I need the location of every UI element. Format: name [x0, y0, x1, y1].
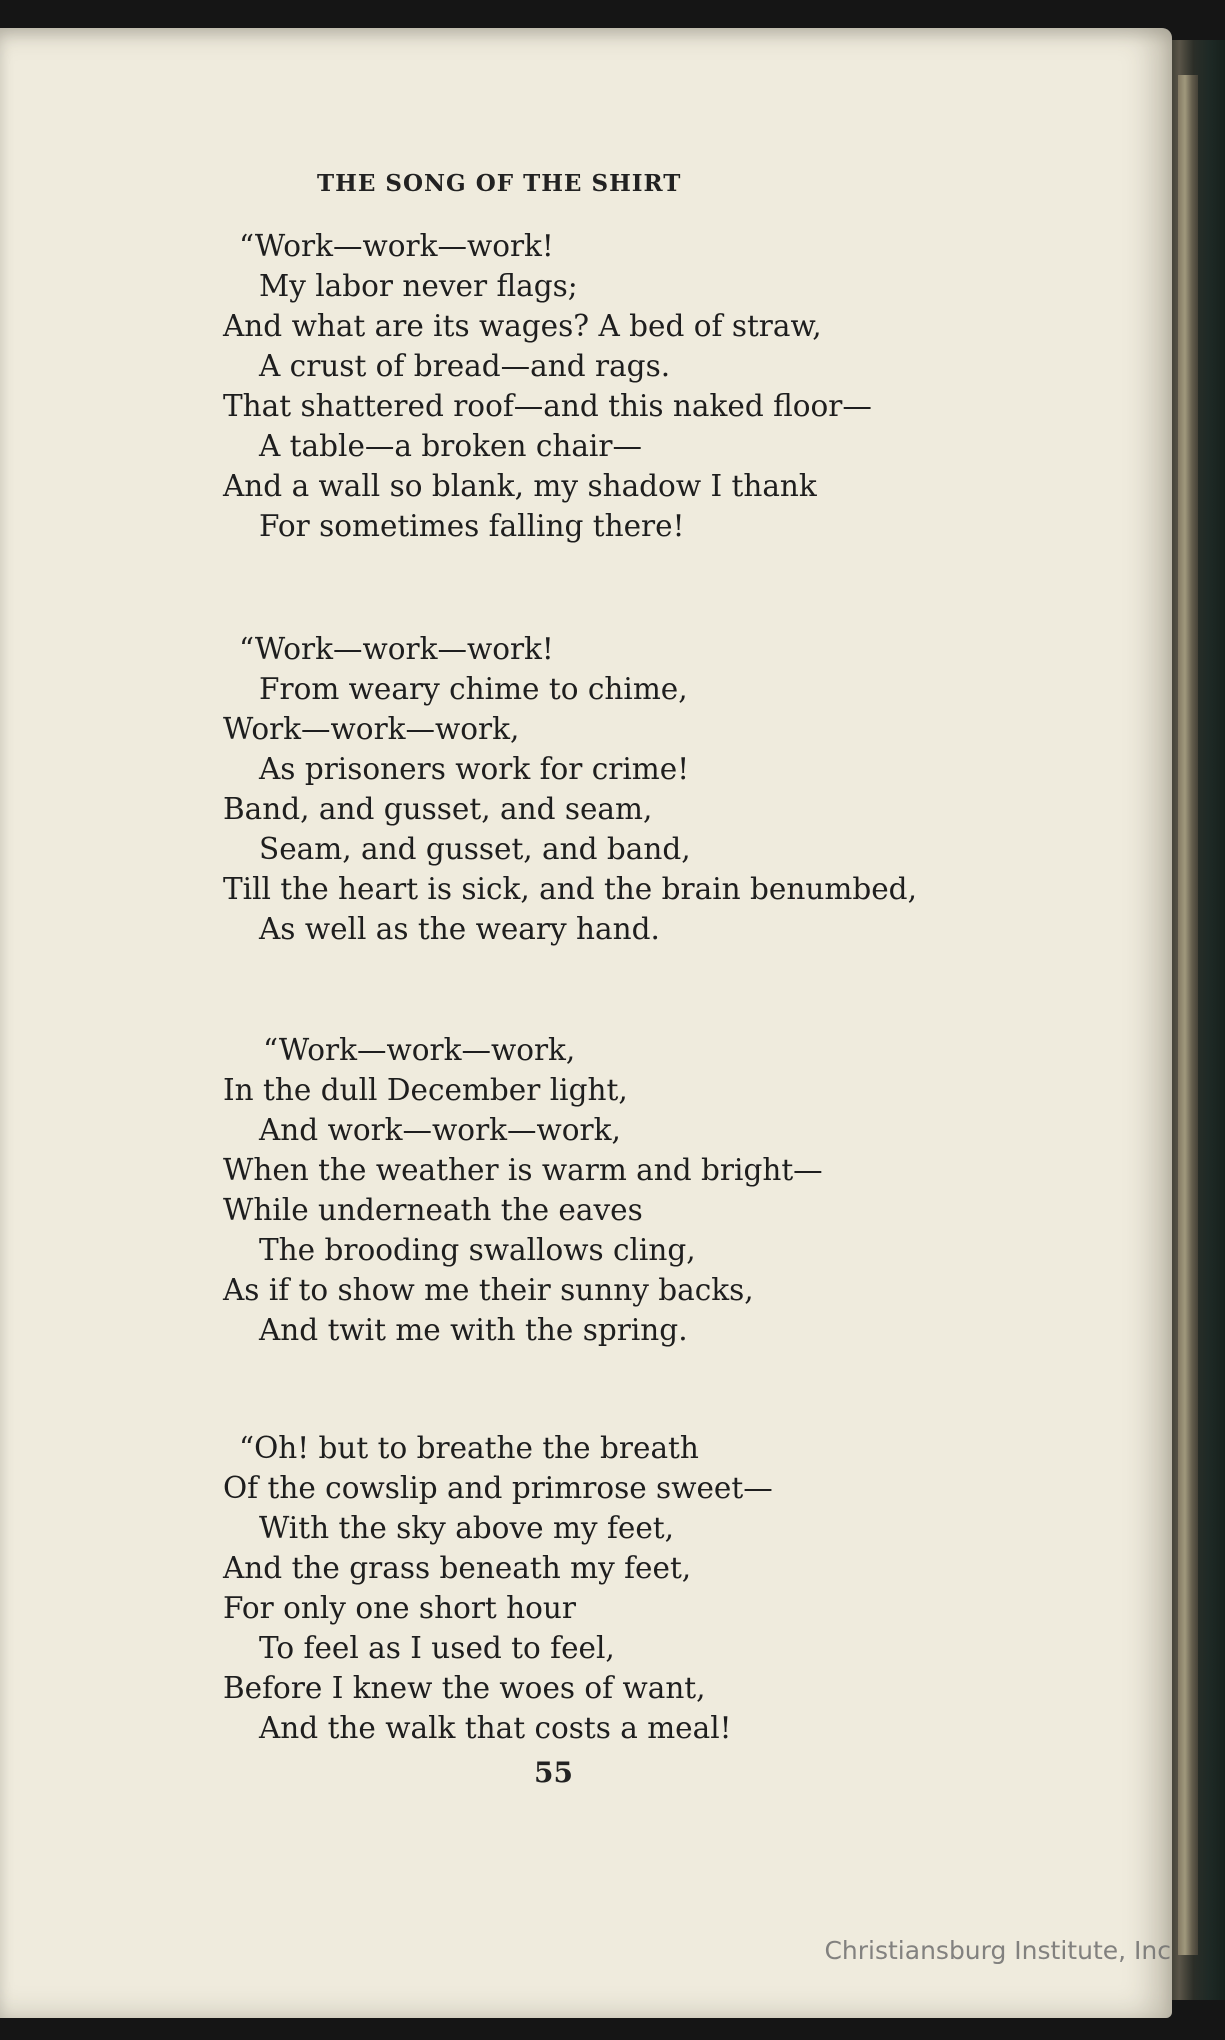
verse-line: Till the heart is sick, and the brain benumbed, [223, 872, 917, 906]
verse-line: Of the cowslip and primrose sweet— [223, 1471, 773, 1505]
verse-line: And twit me with the spring. [259, 1313, 688, 1347]
verse-line: “Work—work—work! [239, 229, 554, 263]
verse-line: My labor never flags; [259, 269, 578, 303]
verse-line: Work—work—work, [223, 712, 520, 746]
verse-line: As if to show me their sunny backs, [223, 1273, 754, 1307]
verse-line: In the dull December light, [223, 1073, 628, 1107]
verse-line: As well as the weary hand. [259, 912, 660, 946]
verse-line: While underneath the eaves [223, 1193, 643, 1227]
verse-line: And a wall so blank, my shadow I thank [223, 469, 817, 503]
verse-line: That shattered roof—and this naked floor— [223, 389, 872, 423]
verse-line: And what are its wages? A bed of straw, [223, 309, 822, 343]
stanza [223, 629, 917, 949]
verse-line: And the grass beneath my feet, [223, 1551, 692, 1585]
verse-line: The brooding swallows cling, [259, 1233, 696, 1267]
verse-line: To feel as I used to feel, [259, 1631, 615, 1665]
verse-line: “Oh! but to breathe the breath [239, 1431, 699, 1465]
running-head: THE SONG OF THE SHIRT [317, 170, 682, 197]
verse-line: Band, and gusset, and seam, [223, 792, 653, 826]
verse-line: For sometimes falling there! [259, 509, 685, 543]
verse-line: For only one short hour [223, 1591, 577, 1625]
watermark-text: Christiansburg Institute, Inc [824, 1936, 1171, 1965]
verse-line: And the walk that costs a meal! [259, 1711, 732, 1745]
verse-line: “Work—work—work! [239, 632, 554, 666]
verse-line: Seam, and gusset, and band, [259, 832, 691, 866]
verse-line: With the sky above my feet, [259, 1511, 675, 1545]
verse-line: Before I knew the woes of want, [223, 1671, 706, 1705]
verse-line: From weary chime to chime, [259, 672, 688, 706]
verse-line: A table—a broken chair— [259, 429, 642, 463]
stanza [223, 1428, 773, 1748]
verse-line: And work—work—work, [259, 1113, 621, 1147]
stanza [223, 1030, 823, 1350]
page-number: 55 [534, 1756, 573, 1789]
verse-line: As prisoners work for crime! [259, 752, 690, 786]
verse-line: When the weather is warm and bright— [223, 1153, 823, 1187]
verse-line: A crust of bread—and rags. [259, 349, 671, 383]
verse-line: “Work—work—work, [263, 1033, 576, 1067]
page-block-edge [1178, 75, 1198, 1955]
stanza [223, 226, 872, 546]
